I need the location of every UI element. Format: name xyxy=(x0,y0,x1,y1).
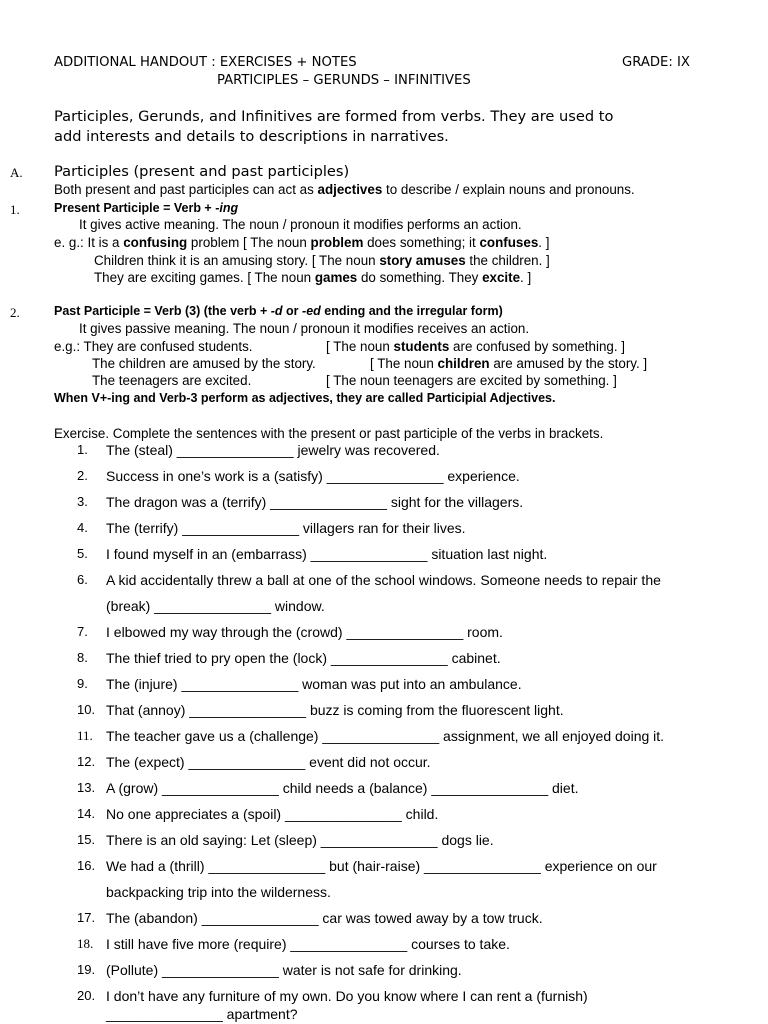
exercise-item: I still have five more (require) _______________ courses to take. xyxy=(106,936,510,952)
exercise-number: 16. xyxy=(77,858,96,873)
present-example-2: Children think it is an amusing story. [ The noun story amuses the children. ] xyxy=(94,253,550,268)
exercise-number: 5. xyxy=(77,546,88,561)
grade-label: GRADE: IX xyxy=(622,55,690,70)
present-meaning: It gives active meaning. The noun / pronoun it modifies performs an action. xyxy=(79,217,522,232)
past-example-2-sentence: The children are amused by the story. xyxy=(92,356,316,371)
past-participle-title: Past Participle = Verb (3) (the verb + -d or -ed ending and the irregular form) xyxy=(54,304,503,318)
present-participle-title: Present Participle = Verb + -ing xyxy=(54,201,239,215)
exercise-number: 1. xyxy=(77,442,88,457)
exercise-number: 3. xyxy=(77,494,88,509)
exercise-number: 7. xyxy=(77,624,88,639)
exercise-item: There is an old saying: Let (sleep) _______________ dogs lie. xyxy=(106,832,494,848)
exercise-item-continued: (break) _______________ window. xyxy=(106,598,325,614)
intro-line-1: Participles, Gerunds, and Infinitives are formed from verbs. They are used to xyxy=(54,108,614,125)
exercise-item: I elbowed my way through the (crowd) _______________ room. xyxy=(106,624,503,640)
exercise-item: The (injure) _______________ woman was put into an ambulance. xyxy=(106,676,522,692)
exercise-number: 18. xyxy=(77,936,94,951)
section-a-description: Both present and past participles can act as adjectives to describe / explain nouns and pronouns. xyxy=(54,182,635,197)
past-example-1-note: [ The noun students are confused by something. ] xyxy=(326,339,625,354)
exercise-item: The (terrify) _______________ villagers ran for their lives. xyxy=(106,520,466,536)
exercise-number: 12. xyxy=(77,754,96,769)
exercise-item-continued: _______________ apartment? xyxy=(106,1006,298,1022)
present-marker: 1. xyxy=(10,202,20,217)
exercise-item: I found myself in an (embarrass) _______________ situation last night. xyxy=(106,546,548,562)
exercise-instruction: Exercise. Complete the sentences with the present or past participle of the verbs in brackets. xyxy=(54,426,604,441)
past-marker: 2. xyxy=(10,305,20,320)
exercise-item-continued: backpacking trip into the wilderness. xyxy=(106,884,331,900)
exercise-item: That (annoy) _______________ buzz is coming from the fluorescent light. xyxy=(106,702,564,718)
exercise-number: 8. xyxy=(77,650,88,665)
exercise-number: 11. xyxy=(77,728,93,743)
exercise-number: 17. xyxy=(77,910,96,925)
exercise-number: 4. xyxy=(77,520,88,535)
exercise-number: 14. xyxy=(77,806,96,821)
past-meaning: It gives passive meaning. The noun / pronoun it modifies receives an action. xyxy=(79,321,530,336)
exercise-number: 9. xyxy=(77,676,88,691)
past-example-1-sentence: e.g.: They are confused students. xyxy=(54,339,253,354)
exercise-number: 19. xyxy=(77,962,96,977)
exercise-number: 20. xyxy=(77,988,96,1003)
section-a-title: Participles (present and past participles) xyxy=(54,163,350,180)
exercise-item: The teacher gave us a (challenge) _______________ assignment, we all enjoyed doing it. xyxy=(106,728,665,744)
intro-line-2: add interests and details to descriptions in narratives. xyxy=(54,128,449,145)
handout-subtitle: PARTICIPLES – GERUNDS – INFINITIVES xyxy=(217,73,471,88)
exercise-item: I don’t have any furniture of my own. Do you know where I can rent a (furnish) xyxy=(106,988,588,1004)
exercise-item: (Pollute) _______________ water is not safe for drinking. xyxy=(106,962,462,978)
past-example-3-note: [ The noun teenagers are excited by something. ] xyxy=(326,373,617,388)
participial-adjectives-rule: When V+-ing and Verb-3 perform as adjectives, they are called Participial Adjectives. xyxy=(54,391,556,405)
exercise-item: The (steal) _______________ jewelry was recovered. xyxy=(106,442,440,458)
section-a-marker: A. xyxy=(10,165,23,180)
exercise-item: No one appreciates a (spoil) _______________ child. xyxy=(106,806,439,822)
handout-title: ADDITIONAL HANDOUT : EXERCISES + NOTES xyxy=(54,55,357,70)
exercise-item: Success in one’s work is a (satisfy) _______________ experience. xyxy=(106,468,520,484)
exercise-number: 10. xyxy=(77,702,96,717)
exercise-item: The thief tried to pry open the (lock) _______________ cabinet. xyxy=(106,650,501,666)
present-example-1: e. g.: It is a confusing problem [ The noun problem does something; it confuses. ] xyxy=(54,235,550,250)
exercise-number: 2. xyxy=(77,468,88,483)
exercise-item: A (grow) _______________ child needs a (balance) _______________ diet. xyxy=(106,780,579,796)
exercise-item: A kid accidentally threw a ball at one of the school windows. Someone needs to repair the xyxy=(106,572,661,588)
exercise-number: 13. xyxy=(77,780,96,795)
exercise-item: The (expect) _______________ event did not occur. xyxy=(106,754,431,770)
exercise-item: The dragon was a (terrify) _______________ sight for the villagers. xyxy=(106,494,524,510)
exercise-item: We had a (thrill) _______________ but (hair-raise) _______________ experience on our xyxy=(106,858,657,874)
exercise-item: The (abandon) _______________ car was towed away by a tow truck. xyxy=(106,910,543,926)
present-example-3: They are exciting games. [ The noun games do something. They excite. ] xyxy=(94,270,532,285)
past-example-2-note: [ The noun children are amused by the story. ] xyxy=(370,356,648,371)
exercise-number: 15. xyxy=(77,832,96,847)
exercise-number: 6. xyxy=(77,572,88,587)
past-example-3-sentence: The teenagers are excited. xyxy=(92,373,252,388)
